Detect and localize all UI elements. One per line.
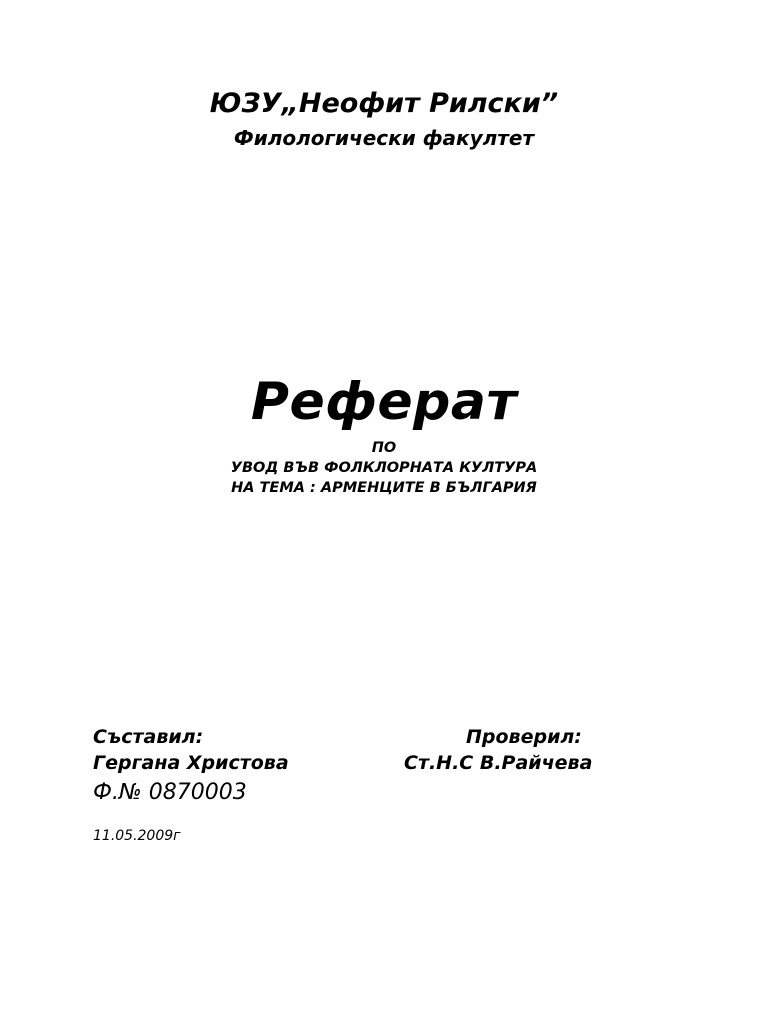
title-preposition: ПО	[371, 440, 397, 456]
faculty-number: Ф.№ 0870003	[93, 780, 247, 805]
topic-line: НА ТЕМА : АРМЕНЦИТЕ В БЪЛГАРИЯ	[231, 480, 537, 496]
reviewer-name: Ст.Н.С В.Райчева	[404, 752, 593, 774]
document-date: 11.05.2009г	[93, 828, 181, 844]
author-label: Съставил:	[93, 726, 204, 748]
reviewer-label: Проверил:	[466, 726, 582, 748]
document-title: Реферат	[250, 372, 518, 432]
faculty-name: Филологически факултет	[233, 126, 535, 150]
course-name: УВОД ВЪВ ФОЛКЛОРНАТА КУЛТУРА	[230, 460, 538, 476]
university-name: ЮЗУ„Неофит Рилски”	[209, 88, 559, 119]
author-name: Гергана Христова	[93, 752, 289, 774]
